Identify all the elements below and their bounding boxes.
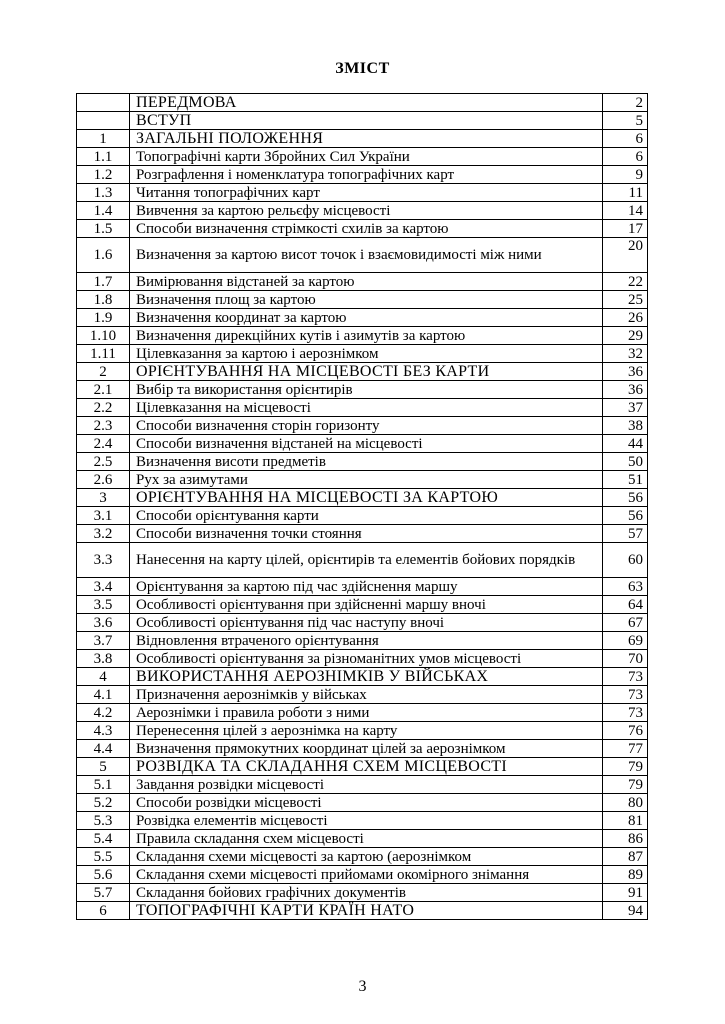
- toc-page-number: 38: [603, 417, 648, 435]
- toc-section-number: 3.6: [77, 614, 130, 632]
- toc-page-number: 36: [603, 363, 648, 381]
- toc-row: [77, 830, 648, 848]
- toc-section-number: 1: [77, 130, 130, 148]
- toc-section-title: Вибір та використання орієнтирів: [130, 381, 603, 399]
- toc-section-number: 2.1: [77, 381, 130, 399]
- toc-section-number: 1.5: [77, 220, 130, 238]
- toc-page-number: 70: [603, 650, 648, 668]
- toc-section-number: 2.2: [77, 399, 130, 417]
- toc-section-title: ОРІЄНТУВАННЯ НА МІСЦЕВОСТІ ЗА КАРТОЮ: [130, 489, 603, 507]
- toc-row: [77, 363, 648, 381]
- toc-page-number: 80: [603, 794, 648, 812]
- toc-page-number: 57: [603, 525, 648, 543]
- toc-page-number: 9: [603, 166, 648, 184]
- toc-section-number: 2.4: [77, 435, 130, 453]
- toc-section-title: Відновлення втраченого орієнтування: [130, 632, 603, 650]
- toc-section-number: 2.6: [77, 471, 130, 489]
- toc-page-number: 29: [603, 327, 648, 345]
- toc-page-number: 91: [603, 884, 648, 902]
- toc-row: [77, 166, 648, 184]
- toc-page-number: 73: [603, 686, 648, 704]
- toc-row: [77, 94, 648, 112]
- toc-section-number: 1.7: [77, 273, 130, 291]
- toc-page-number: 56: [603, 489, 648, 507]
- toc-section-title: Визначення дирекційних кутів і азимутів за картою: [130, 327, 603, 345]
- toc-page-number: 32: [603, 345, 648, 363]
- toc-section-number: 3.4: [77, 578, 130, 596]
- toc-section-number: 4.3: [77, 722, 130, 740]
- page-number: 3: [358, 978, 367, 995]
- toc-page-number: 79: [603, 758, 648, 776]
- toc-section-number: 4.4: [77, 740, 130, 758]
- toc-page-number: 50: [603, 453, 648, 471]
- toc-section-title: РОЗВІДКА ТА СКЛАДАННЯ СХЕМ МІСЦЕВОСТІ: [130, 758, 603, 776]
- toc-section-number: [77, 112, 130, 130]
- toc-section-title: Способи визначення сторін горизонту: [130, 417, 603, 435]
- toc-page-number: 89: [603, 866, 648, 884]
- toc-section-title: ВСТУП: [130, 112, 603, 130]
- toc-row: [77, 848, 648, 866]
- toc-page-number: 94: [603, 902, 648, 920]
- toc-section-title: Способи визначення точки стояння: [130, 525, 603, 543]
- toc-row: [77, 489, 648, 507]
- toc-section-number: 5.1: [77, 776, 130, 794]
- toc-page-number: 73: [603, 668, 648, 686]
- toc-section-title: Визначення прямокутних координат цілей за аерознімком: [130, 740, 603, 758]
- toc-section-number: [77, 94, 130, 112]
- toc-section-title: Способи визначення відстаней на місцевості: [130, 435, 603, 453]
- toc-row: [77, 345, 648, 363]
- toc-section-title: Визначення за картою висот точок і взаємовидимості між ними: [130, 238, 603, 273]
- toc-body: [77, 94, 648, 920]
- toc-section-title: Нанесення на карту цілей, орієнтирів та елементів бойових порядків: [130, 543, 603, 578]
- toc-page-number: 79: [603, 776, 648, 794]
- toc-row: [77, 220, 648, 238]
- toc-section-title: Складання схеми місцевості за картою (аерознімком: [130, 848, 603, 866]
- toc-row: [77, 704, 648, 722]
- toc-section-number: 1.8: [77, 291, 130, 309]
- toc-section-title: Завдання розвідки місцевості: [130, 776, 603, 794]
- toc-section-title: Розграфлення і номенклатура топографічних карт: [130, 166, 603, 184]
- toc-page-number: 6: [603, 148, 648, 166]
- toc-page-number: 81: [603, 812, 648, 830]
- toc-section-title: Вивчення за картою рельєфу місцевості: [130, 202, 603, 220]
- toc-section-number: 1.4: [77, 202, 130, 220]
- toc-page-number: 63: [603, 578, 648, 596]
- toc-section-title: Перенесення цілей з аерознімка на карту: [130, 722, 603, 740]
- toc-page-number: 26: [603, 309, 648, 327]
- toc-page-number: 14: [603, 202, 648, 220]
- toc-row: [77, 525, 648, 543]
- toc-section-title: Правила складання схем місцевості: [130, 830, 603, 848]
- toc-section-title: Складання бойових графічних документів: [130, 884, 603, 902]
- toc-row: [77, 596, 648, 614]
- toc-page-number: 20: [603, 238, 648, 273]
- toc-row: [77, 776, 648, 794]
- toc-section-title: Рух за азимутами: [130, 471, 603, 489]
- toc-page-number: 5: [603, 112, 648, 130]
- toc-section-number: 5.7: [77, 884, 130, 902]
- toc-page-number: 87: [603, 848, 648, 866]
- toc-section-title: ТОПОГРАФІЧНІ КАРТИ КРАЇН НАТО: [130, 902, 603, 920]
- toc-section-number: 2: [77, 363, 130, 381]
- toc-section-number: 1.9: [77, 309, 130, 327]
- toc-section-title: ОРІЄНТУВАННЯ НА МІСЦЕВОСТІ БЕЗ КАРТИ: [130, 363, 603, 381]
- toc-section-title: Особливості орієнтування при здійсненні маршу вночі: [130, 596, 603, 614]
- toc-page-number: 22: [603, 273, 648, 291]
- toc-row: [77, 507, 648, 525]
- toc-section-title: Способи орієнтування карти: [130, 507, 603, 525]
- toc-section-number: 6: [77, 902, 130, 920]
- toc-section-title: Призначення аерознімків у військах: [130, 686, 603, 704]
- toc-section-title: ПЕРЕДМОВА: [130, 94, 603, 112]
- toc-page-number: 86: [603, 830, 648, 848]
- toc-row: [77, 435, 648, 453]
- toc-section-title: ЗАГАЛЬНІ ПОЛОЖЕННЯ: [130, 130, 603, 148]
- toc-section-title: Особливості орієнтування під час наступу вночі: [130, 614, 603, 632]
- toc-row: [77, 417, 648, 435]
- toc-row: [77, 273, 648, 291]
- table-of-contents: [76, 93, 648, 920]
- toc-page-number: 37: [603, 399, 648, 417]
- toc-section-number: 3.3: [77, 543, 130, 578]
- toc-section-title: Цілевказання на місцевості: [130, 399, 603, 417]
- toc-row: [77, 238, 648, 273]
- toc-section-title: Аерознімки і правила роботи з ними: [130, 704, 603, 722]
- toc-page-number: 11: [603, 184, 648, 202]
- toc-row: [77, 902, 648, 920]
- toc-row: [77, 884, 648, 902]
- toc-section-title: Визначення площ за картою: [130, 291, 603, 309]
- toc-page-number: 76: [603, 722, 648, 740]
- toc-row: [77, 632, 648, 650]
- toc-row: [77, 578, 648, 596]
- toc-row: [77, 184, 648, 202]
- toc-row: [77, 794, 648, 812]
- toc-page-number: 73: [603, 704, 648, 722]
- toc-section-number: 5.2: [77, 794, 130, 812]
- toc-section-number: 5.6: [77, 866, 130, 884]
- toc-row: [77, 291, 648, 309]
- toc-row: [77, 130, 648, 148]
- toc-section-number: 5.5: [77, 848, 130, 866]
- toc-section-title: Розвідка елементів місцевості: [130, 812, 603, 830]
- toc-section-number: 1.10: [77, 327, 130, 345]
- toc-page-number: 2: [603, 94, 648, 112]
- toc-row: [77, 202, 648, 220]
- toc-page-number: 56: [603, 507, 648, 525]
- toc-section-title: Визначення координат за картою: [130, 309, 603, 327]
- toc-section-title: Орієнтування за картою під час здійснення маршу: [130, 578, 603, 596]
- toc-section-number: 4: [77, 668, 130, 686]
- toc-row: [77, 471, 648, 489]
- toc-section-number: 3: [77, 489, 130, 507]
- toc-section-number: 5: [77, 758, 130, 776]
- toc-section-number: 5.4: [77, 830, 130, 848]
- toc-section-number: 1.3: [77, 184, 130, 202]
- toc-page-number: 44: [603, 435, 648, 453]
- toc-row: [77, 614, 648, 632]
- toc-section-title: Вимірювання відстаней за картою: [130, 273, 603, 291]
- toc-section-number: 1.1: [77, 148, 130, 166]
- toc-row: [77, 399, 648, 417]
- toc-page-number: 77: [603, 740, 648, 758]
- toc-section-number: 2.3: [77, 417, 130, 435]
- toc-section-title: Способи визначення стрімкості схилів за картою: [130, 220, 603, 238]
- toc-row: [77, 722, 648, 740]
- toc-section-title: Визначення висоти предметів: [130, 453, 603, 471]
- toc-section-number: 4.2: [77, 704, 130, 722]
- toc-section-number: 2.5: [77, 453, 130, 471]
- toc-section-title: Особливості орієнтування за різноманітних умов місцевості: [130, 650, 603, 668]
- toc-page-number: 64: [603, 596, 648, 614]
- toc-row: [77, 453, 648, 471]
- toc-page-number: 17: [603, 220, 648, 238]
- toc-row: [77, 148, 648, 166]
- toc-row: [77, 650, 648, 668]
- page-title: ЗМІСТ: [335, 60, 390, 77]
- toc-section-number: 3.7: [77, 632, 130, 650]
- toc-row: [77, 686, 648, 704]
- toc-row: [77, 543, 648, 578]
- toc-row: [77, 758, 648, 776]
- toc-page-number: 67: [603, 614, 648, 632]
- toc-row: [77, 381, 648, 399]
- toc-section-number: 3.2: [77, 525, 130, 543]
- toc-page-number: 51: [603, 471, 648, 489]
- toc-row: [77, 309, 648, 327]
- toc-row: [77, 866, 648, 884]
- toc-section-number: 3.5: [77, 596, 130, 614]
- toc-row: [77, 812, 648, 830]
- toc-page-number: 69: [603, 632, 648, 650]
- toc-section-number: 1.11: [77, 345, 130, 363]
- toc-section-number: 3.8: [77, 650, 130, 668]
- toc-section-title: Читання топографічних карт: [130, 184, 603, 202]
- toc-section-title: ВИКОРИСТАННЯ АЕРОЗНІМКІВ У ВІЙСЬКАХ: [130, 668, 603, 686]
- toc-section-number: 1.6: [77, 238, 130, 273]
- toc-section-title: Способи розвідки місцевості: [130, 794, 603, 812]
- toc-section-title: Топографічні карти Збройних Сил України: [130, 148, 603, 166]
- toc-section-number: 4.1: [77, 686, 130, 704]
- toc-section-title: Складання схеми місцевості прийомами окомірного знімання: [130, 866, 603, 884]
- toc-section-number: 5.3: [77, 812, 130, 830]
- toc-row: [77, 668, 648, 686]
- toc-page-number: 36: [603, 381, 648, 399]
- toc-page-number: 25: [603, 291, 648, 309]
- toc-section-number: 1.2: [77, 166, 130, 184]
- toc-page-number: 60: [603, 543, 648, 578]
- toc-row: [77, 112, 648, 130]
- toc-section-title: Цілевказання за картою і аерознімком: [130, 345, 603, 363]
- toc-row: [77, 327, 648, 345]
- toc-row: [77, 740, 648, 758]
- toc-page-number: 6: [603, 130, 648, 148]
- toc-section-number: 3.1: [77, 507, 130, 525]
